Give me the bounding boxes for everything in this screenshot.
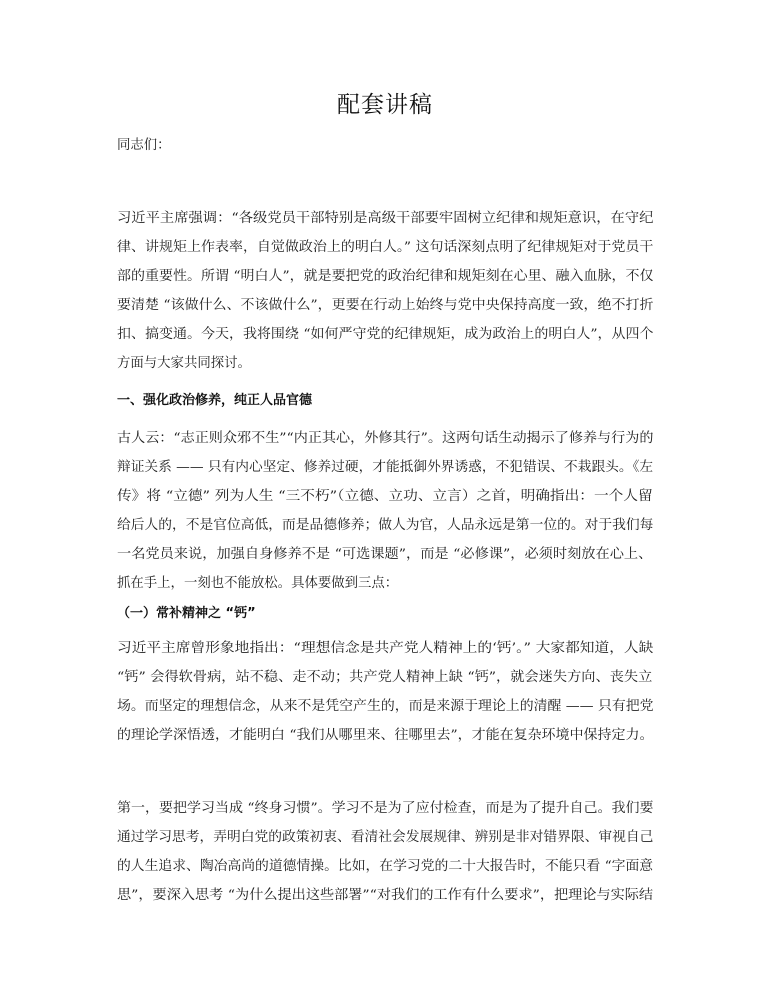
paragraph-line: “钙” 会得软骨病，站不稳、走不动；共产党人精神上缺 “钙”，就会迷失方向、丧失立	[117, 670, 653, 685]
salutation: 同志们：	[117, 138, 171, 153]
paragraph-line: 扣、搞变通。今天，我将围绕 “如何严守党的纪律规矩，成为政治上的明白人”，从四个	[117, 327, 654, 342]
paragraph-line: 方面与大家共同探讨。	[117, 356, 251, 371]
paragraph-line: 要清楚 “该做什么、不该做什么”，更要在行动上始终与党中央保持高度一致，绝不打折	[117, 298, 654, 313]
paragraph-line: 通过学习思考，弄明白党的政策初衷、看清社会发展规律、辨别是非对错界限、审视自己	[117, 830, 654, 845]
paragraph-line: 辩证关系 —— 只有内心坚定、修养过硬，才能抵御外界诱惑，不犯错误、不栽跟头。《左	[117, 460, 654, 475]
document-title: 配套讲稿	[337, 92, 433, 118]
paragraph-line: 思”，要深入思考 “为什么提出这些部署”“对我们的工作有什么要求”，把理论与实际结	[117, 888, 654, 903]
paragraph-line: 抓在手上，一刻也不能放松。具体要做到三点：	[117, 576, 399, 591]
paragraph-line: 传》将 “立德” 列为人生 “三不朽”（立德、立功、立言）之首，明确指出：一个人留	[117, 489, 653, 504]
paragraph-line: 的人生追求、陶冶高尚的道德情操。比如，在学习党的二十大报告时，不能只看 “字面意	[117, 859, 654, 874]
paragraph-line: 场。而坚定的理想信念，从来不是凭空产生的，而是来源于理论上的清醒 —— 只有把党	[117, 699, 654, 714]
paragraph-line: 的理论学深悟透，才能明白 “我们从哪里来、往哪里去”，才能在复杂环境中保持定力。	[117, 728, 654, 743]
paragraph-line: 律、讲规矩上作表率，自觉做政治上的明白人。” 这句话深刻点明了纪律规矩对于党员干	[117, 240, 654, 255]
paragraph-line: 习近平主席曾形象地指出：“理想信念是共产党人精神上的‘钙’。” 大家都知道，人缺	[117, 641, 654, 656]
paragraph-line: 古人云：“志正则众邪不生”“内正其心，外修其行”。这两句话生动揭示了修养与行为的	[117, 431, 654, 446]
paragraph-line: 第一，要把学习当成 “终身习惯”。学习不是为了应付检查，而是为了提升自己。我们要	[117, 801, 654, 816]
subsection-heading: （一）常补精神之 “钙”	[117, 606, 256, 621]
paragraph-line: 给后人的，不是官位高低，而是品德修养；做人为官，人品永远是第一位的。对于我们每	[117, 518, 654, 533]
section-heading: 一、强化政治修养，纯正人品官德	[117, 393, 313, 408]
paragraph-line: 习近平主席强调：“各级党员干部特别是高级干部要牢固树立纪律和规矩意识，在守纪	[117, 211, 654, 226]
paragraph-line: 部的重要性。所谓 “明白人”，就是要把党的政治纪律和规矩刻在心里、融入血脉，不仅	[117, 269, 654, 284]
paragraph-line: 一名党员来说，加强自身修养不是 “可选课题”，而是 “必修课”，必须时刻放在心上、	[117, 547, 653, 562]
